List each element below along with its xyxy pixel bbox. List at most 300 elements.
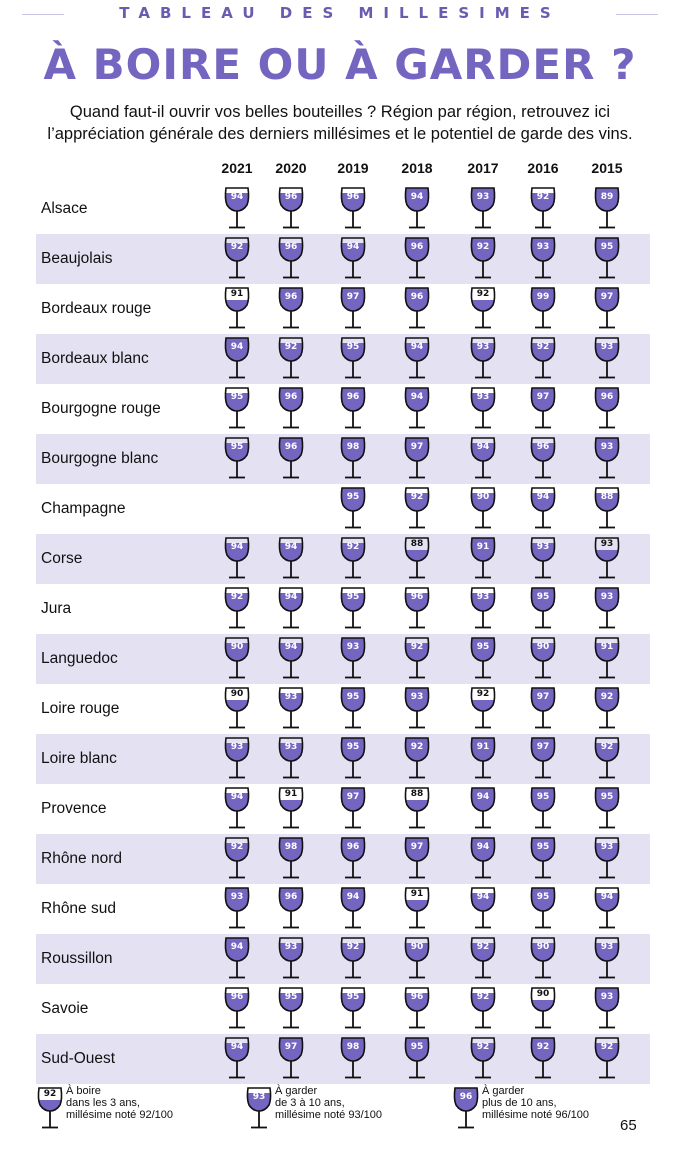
score-label: 94: [284, 542, 298, 552]
wine-glass-icon: [593, 385, 621, 433]
score-label: 94: [476, 842, 490, 852]
table-row: [36, 784, 650, 834]
wine-glass-icon: [529, 735, 557, 783]
legend-score-note: millésime noté 96/100: [482, 1109, 590, 1121]
table-row: [36, 734, 650, 784]
score-label: 92: [476, 1042, 490, 1052]
score-label: 95: [346, 992, 360, 1002]
score-label: 96: [284, 392, 298, 402]
region-name: Champagne: [41, 500, 126, 517]
wine-glass-icon: [593, 885, 621, 933]
table-row: [36, 534, 650, 584]
year-header-row: [0, 160, 680, 184]
year-header: 2017: [467, 160, 499, 176]
score-label: 94: [536, 492, 550, 502]
region-name: Beaujolais: [41, 250, 113, 267]
wine-glass-icon: [593, 435, 621, 483]
wine-glass-icon: [593, 1035, 621, 1083]
score-label: 93: [600, 539, 614, 549]
table-row: [36, 334, 650, 384]
wine-glass-icon: [403, 735, 431, 783]
score-label: 95: [536, 592, 550, 602]
wine-glass-icon: [469, 485, 497, 533]
score-label: 97: [536, 392, 550, 402]
legend-score-note: millésime noté 93/100: [275, 1109, 383, 1121]
wine-glass-icon: [469, 285, 497, 333]
wine-glass-icon: [469, 185, 497, 233]
wine-glass-icon: [223, 235, 251, 283]
legend-title: À garder: [482, 1085, 525, 1097]
wine-glass-icon: [469, 335, 497, 383]
glass-icon: [36, 1085, 64, 1135]
wine-glass-icon: [593, 685, 621, 733]
score-label: 92: [600, 742, 614, 752]
score-label: 93: [410, 692, 424, 702]
wine-glass-icon: [277, 935, 305, 983]
score-label: 96: [346, 392, 360, 402]
year-header: 2019: [337, 160, 369, 176]
wine-glass-icon: [593, 185, 621, 233]
region-name: Sud-Ouest: [41, 1050, 116, 1067]
score-label: 96: [346, 842, 360, 852]
score-label: 92: [536, 192, 550, 202]
score-label: 92: [536, 342, 550, 352]
score-label: 96: [600, 392, 614, 402]
score-label: 95: [410, 1042, 424, 1052]
score-label: 92: [284, 342, 298, 352]
score-label: 94: [230, 542, 244, 552]
wine-glass-icon: [529, 285, 557, 333]
wine-glass-icon: [277, 885, 305, 933]
table-row: [36, 184, 650, 234]
glass-icon: [452, 1085, 480, 1135]
wine-glass-icon: [529, 985, 557, 1033]
score-label: 93: [600, 992, 614, 1002]
wine-glass-icon: [469, 785, 497, 833]
table-row: [36, 384, 650, 434]
score-label: 97: [284, 1042, 298, 1052]
score-label: 94: [230, 342, 244, 352]
wine-glass-icon: [529, 785, 557, 833]
wine-glass-icon: [469, 685, 497, 733]
wine-glass-icon: [277, 235, 305, 283]
wine-glass-icon: [403, 235, 431, 283]
score-label: 95: [230, 442, 244, 452]
score-label: 98: [284, 842, 298, 852]
score-label: 93: [476, 192, 490, 202]
wine-glass-icon: [403, 385, 431, 433]
wine-glass-icon: [339, 485, 367, 533]
score-label: 92: [476, 992, 490, 1002]
table-row: [36, 634, 650, 684]
legend: [0, 1085, 680, 1145]
wine-glass-icon: [277, 635, 305, 683]
score-label: 99: [536, 292, 550, 302]
score-label: 96: [284, 192, 298, 202]
wine-glass-icon: [223, 785, 251, 833]
score-label: 95: [536, 842, 550, 852]
wine-glass-icon: [403, 985, 431, 1033]
wine-glass-icon: [223, 285, 251, 333]
region-name: Savoie: [41, 1000, 89, 1017]
score-label: 95: [536, 792, 550, 802]
legend-desc: de 3 à 10 ans,: [275, 1097, 345, 1109]
score-label: 91: [410, 889, 424, 899]
score-label: 94: [230, 792, 244, 802]
score-label: 92: [346, 942, 360, 952]
wine-glass-icon: [339, 785, 367, 833]
score-label: 93: [230, 742, 244, 752]
wine-glass-icon: [339, 1035, 367, 1083]
score-label: 93: [252, 1092, 266, 1102]
score-label: 96: [284, 442, 298, 452]
score-label: 93: [600, 342, 614, 352]
score-label: 90: [536, 989, 550, 999]
wine-glass-icon: [403, 335, 431, 383]
wine-glass-icon: [593, 985, 621, 1033]
wine-glass-icon: [223, 385, 251, 433]
wine-glass-icon: [593, 635, 621, 683]
wine-glass-icon: [593, 285, 621, 333]
score-label: 97: [600, 292, 614, 302]
score-label: 98: [346, 1042, 360, 1052]
region-name: Loire rouge: [41, 700, 120, 717]
score-label: 92: [410, 642, 424, 652]
wine-glass-icon: [403, 535, 431, 583]
score-label: 96: [410, 992, 424, 1002]
wine-glass-icon: [469, 735, 497, 783]
wine-glass-icon: [339, 935, 367, 983]
score-label: 92: [476, 242, 490, 252]
year-header: 2020: [275, 160, 307, 176]
wine-glass-icon: [223, 735, 251, 783]
score-label: 94: [410, 392, 424, 402]
legend-title: À boire: [66, 1085, 101, 1097]
score-label: 92: [410, 492, 424, 502]
wine-glass-icon: [403, 435, 431, 483]
wine-glass-icon: [403, 1035, 431, 1083]
wine-glass-icon: [403, 285, 431, 333]
score-label: 98: [346, 442, 360, 452]
table-row: [36, 934, 650, 984]
wine-glass-icon: [469, 835, 497, 883]
score-label: 95: [346, 342, 360, 352]
region-name: Rhône sud: [41, 900, 116, 917]
wine-glass-icon: [277, 835, 305, 883]
score-label: 93: [476, 592, 490, 602]
score-label: 96: [346, 192, 360, 202]
score-label: 94: [600, 892, 614, 902]
table-row: [36, 834, 650, 884]
score-label: 90: [230, 642, 244, 652]
region-name: Rhône nord: [41, 850, 123, 867]
wine-glass-icon: [339, 335, 367, 383]
score-label: 90: [536, 942, 550, 952]
wine-glass-icon: [593, 935, 621, 983]
wine-glass-icon: [529, 435, 557, 483]
wine-glass-icon: [277, 185, 305, 233]
region-name: Bordeaux rouge: [41, 300, 152, 317]
wine-glass-icon: [403, 935, 431, 983]
wine-glass-icon: [339, 535, 367, 583]
wine-glass-icon: [593, 535, 621, 583]
wine-glass-icon: [277, 285, 305, 333]
score-label: 93: [284, 692, 298, 702]
wine-glass-icon: [223, 685, 251, 733]
score-label: 95: [476, 642, 490, 652]
score-label: 92: [476, 942, 490, 952]
wine-glass-icon: [403, 635, 431, 683]
score-label: 92: [43, 1089, 57, 1099]
wine-glass-icon: [277, 535, 305, 583]
wine-glass-icon: [339, 285, 367, 333]
table-row: [36, 484, 650, 534]
wine-glass-icon: [277, 435, 305, 483]
score-label: 97: [410, 442, 424, 452]
score-label: 94: [346, 242, 360, 252]
score-label: 95: [346, 592, 360, 602]
score-label: 97: [536, 692, 550, 702]
legend-score-note: millésime noté 92/100: [66, 1109, 174, 1121]
wine-glass-icon: [469, 1035, 497, 1083]
wine-glass-icon: [403, 485, 431, 533]
score-label: 92: [410, 742, 424, 752]
score-label: 92: [346, 542, 360, 552]
wine-glass-icon: [529, 685, 557, 733]
region-name: Corse: [41, 550, 83, 567]
wine-glass-icon: [339, 985, 367, 1033]
wine-glass-icon: [529, 335, 557, 383]
wine-glass-icon: [593, 335, 621, 383]
legend-desc: dans les 3 ans,: [66, 1097, 140, 1109]
wine-glass-icon: [529, 1035, 557, 1083]
wine-glass-icon: [223, 1035, 251, 1083]
score-label: 92: [230, 592, 244, 602]
score-label: 92: [476, 689, 490, 699]
wine-glass-icon: [593, 485, 621, 533]
score-label: 90: [410, 942, 424, 952]
region-name: Bourgogne blanc: [41, 450, 159, 467]
section-kicker: TABLEAU DES MILLESIMES: [0, 4, 680, 22]
score-label: 93: [600, 592, 614, 602]
page-subtitle: [20, 101, 660, 145]
wine-glass-icon: [339, 735, 367, 783]
wine-glass-icon: [529, 585, 557, 633]
score-label: 91: [476, 742, 490, 752]
wine-glass-icon: [339, 385, 367, 433]
wine-glass-icon: [277, 985, 305, 1033]
wine-glass-icon: [403, 885, 431, 933]
wine-glass-icon: [593, 585, 621, 633]
score-label: 90: [476, 492, 490, 502]
score-label: 96: [536, 442, 550, 452]
score-label: 97: [346, 292, 360, 302]
wine-glass-icon: [223, 435, 251, 483]
score-label: 94: [230, 942, 244, 952]
wine-glass-icon: [339, 835, 367, 883]
score-label: 94: [284, 592, 298, 602]
score-label: 88: [410, 789, 424, 799]
region-name: Bordeaux blanc: [41, 350, 149, 367]
subtitle-line-2: l’appréciation générale des derniers millésimes et le potentiel de garde des vins.: [47, 125, 633, 143]
score-label: 97: [346, 792, 360, 802]
wine-glass-icon: [339, 585, 367, 633]
score-label: 92: [600, 692, 614, 702]
table-row: [36, 434, 650, 484]
table-row: [36, 684, 650, 734]
wine-glass-icon: [469, 985, 497, 1033]
wine-glass-icon: [277, 1035, 305, 1083]
wine-glass-icon: [339, 235, 367, 283]
score-label: 91: [600, 642, 614, 652]
score-label: 96: [410, 292, 424, 302]
score-label: 94: [410, 192, 424, 202]
score-label: 92: [476, 289, 490, 299]
wine-glass-icon: [223, 585, 251, 633]
wine-glass-icon: [223, 935, 251, 983]
score-label: 93: [536, 542, 550, 552]
score-label: 96: [284, 292, 298, 302]
score-label: 90: [536, 642, 550, 652]
score-label: 93: [476, 342, 490, 352]
score-label: 93: [476, 392, 490, 402]
score-label: 93: [346, 642, 360, 652]
region-name: Provence: [41, 800, 107, 817]
score-label: 91: [230, 289, 244, 299]
wine-glass-icon: [529, 635, 557, 683]
score-label: 95: [600, 242, 614, 252]
table-row: [36, 884, 650, 934]
page-number: 65: [620, 1117, 637, 1134]
score-label: 96: [410, 592, 424, 602]
score-label: 92: [600, 1042, 614, 1052]
wine-glass-icon: [529, 485, 557, 533]
wine-glass-icon: [277, 585, 305, 633]
wine-glass-icon: [339, 635, 367, 683]
score-label: 92: [230, 842, 244, 852]
score-label: 91: [476, 542, 490, 552]
wine-glass-icon: [403, 185, 431, 233]
page-title: À BOIRE OU À GARDER ?: [43, 40, 637, 89]
score-label: 88: [600, 492, 614, 502]
score-label: 92: [536, 1042, 550, 1052]
score-label: 95: [346, 742, 360, 752]
year-header: 2021: [221, 160, 253, 176]
score-label: 94: [230, 1042, 244, 1052]
score-label: 95: [536, 892, 550, 902]
wine-glass-icon: [277, 735, 305, 783]
table-row: [36, 984, 650, 1034]
wine-glass-icon: [223, 835, 251, 883]
wine-glass-icon: [469, 435, 497, 483]
wine-glass-icon: [469, 885, 497, 933]
wine-glass-icon: [593, 735, 621, 783]
wine-glass-icon: [593, 835, 621, 883]
wine-glass-icon: [339, 435, 367, 483]
wine-glass-icon: [223, 335, 251, 383]
score-label: 94: [346, 892, 360, 902]
region-name: Bourgogne rouge: [41, 400, 161, 417]
table-row: [36, 1034, 650, 1084]
wine-glass-icon: [469, 385, 497, 433]
wine-glass-icon: [529, 185, 557, 233]
score-label: 94: [410, 342, 424, 352]
score-label: 97: [536, 742, 550, 752]
wine-glass-icon: [339, 685, 367, 733]
wine-glass-icon: [223, 635, 251, 683]
wine-glass-icon: [403, 685, 431, 733]
score-label: 95: [284, 992, 298, 1002]
score-label: 96: [230, 992, 244, 1002]
score-label: 91: [284, 789, 298, 799]
score-label: 94: [230, 192, 244, 202]
wine-glass-icon: [529, 885, 557, 933]
wine-glass-icon: [593, 235, 621, 283]
subtitle-line-1: Quand faut-il ouvrir vos belles bouteilles ? Région par région, retrouvez ici: [69, 103, 611, 121]
wine-glass-icon: [403, 835, 431, 883]
score-label: 93: [230, 892, 244, 902]
score-label: 94: [476, 792, 490, 802]
table-row: [36, 284, 650, 334]
wine-glass-icon: [529, 535, 557, 583]
score-label: 92: [230, 242, 244, 252]
score-label: 94: [476, 892, 490, 902]
score-label: 95: [230, 392, 244, 402]
score-label: 94: [476, 442, 490, 452]
region-name: Languedoc: [41, 650, 118, 667]
wine-glass-icon: [529, 235, 557, 283]
score-label: 96: [284, 242, 298, 252]
score-label: 94: [284, 642, 298, 652]
wine-glass-icon: [529, 385, 557, 433]
wine-glass-icon: [223, 985, 251, 1033]
score-label: 95: [346, 492, 360, 502]
wine-glass-icon: [403, 785, 431, 833]
score-label: 88: [410, 539, 424, 549]
year-header: 2018: [401, 160, 433, 176]
wine-glass-icon: [529, 835, 557, 883]
region-name: Alsace: [41, 200, 88, 217]
score-label: 93: [284, 742, 298, 752]
wine-glass-icon: [469, 635, 497, 683]
score-label: 93: [600, 442, 614, 452]
wine-glass-icon: [403, 585, 431, 633]
wine-glass-icon: [339, 185, 367, 233]
year-header: 2015: [591, 160, 623, 176]
score-label: 89: [600, 192, 614, 202]
score-label: 96: [459, 1092, 473, 1102]
region-name: Loire blanc: [41, 750, 117, 767]
wine-glass-icon: [469, 585, 497, 633]
glass-icon: [245, 1085, 273, 1135]
score-label: 97: [410, 842, 424, 852]
wine-glass-icon: [529, 935, 557, 983]
legend-title: À garder: [275, 1085, 318, 1097]
wine-glass-icon: [593, 785, 621, 833]
table-row: [36, 234, 650, 284]
score-label: 90: [230, 689, 244, 699]
score-label: 95: [346, 692, 360, 702]
region-name: Jura: [41, 600, 72, 617]
wine-glass-icon: [277, 385, 305, 433]
wine-glass-icon: [223, 185, 251, 233]
wine-glass-icon: [339, 885, 367, 933]
wine-glass-icon: [469, 535, 497, 583]
score-label: 95: [600, 792, 614, 802]
table-row: [36, 584, 650, 634]
legend-desc: plus de 10 ans,: [482, 1097, 557, 1109]
wine-glass-icon: [223, 535, 251, 583]
